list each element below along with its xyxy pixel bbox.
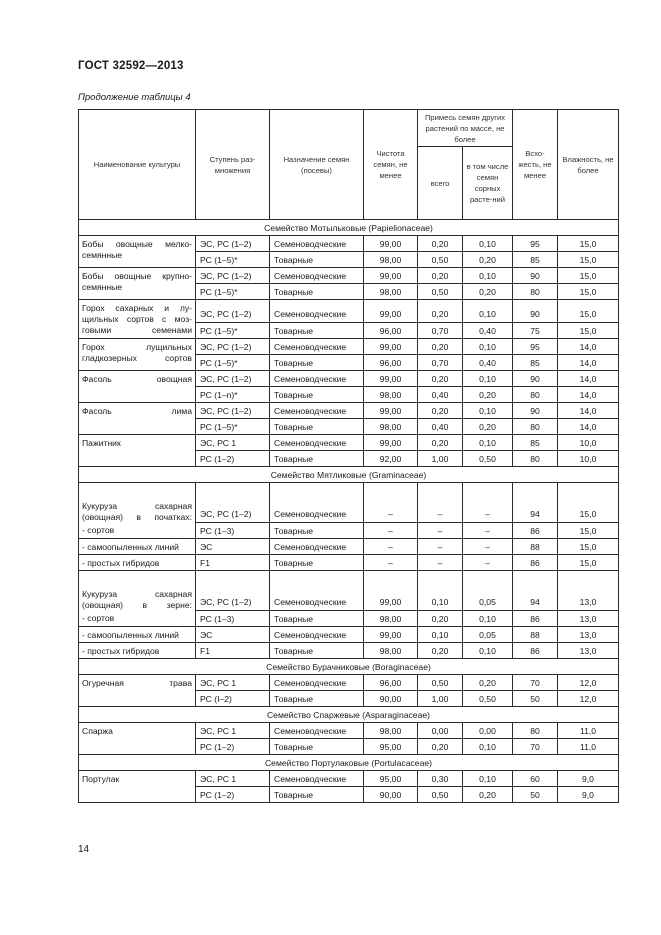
- cell-purity: 99,00: [364, 403, 418, 419]
- cell-admixture-weeds: 0,20: [463, 787, 513, 803]
- cell-admixture-weeds: 0,10: [463, 300, 513, 323]
- crop-name: [79, 675, 196, 707]
- cell-stage: F1: [196, 555, 270, 571]
- cell-germination: 90: [513, 300, 558, 323]
- cell-moisture: 13,0: [558, 571, 619, 611]
- cell-purity: 99,00: [364, 371, 418, 387]
- cell-purpose: Товарные: [270, 555, 364, 571]
- cell-admixture-total: 0,00: [418, 723, 463, 739]
- cell-purpose: Семеноводческие: [270, 236, 364, 252]
- cell-purpose: Семеноводческие: [270, 483, 364, 523]
- crop-subgroup-name: - простых гибридов: [82, 558, 160, 568]
- cell-germination: 75: [513, 323, 558, 339]
- cell-admixture-total: 0,50: [418, 252, 463, 268]
- table-row: [79, 371, 619, 387]
- family-heading: Семейство Мотыльковые (Papielionaceae): [79, 220, 619, 236]
- cell-stage: F1: [196, 643, 270, 659]
- cell-purpose: Товарные: [270, 611, 364, 627]
- table-row: [79, 659, 619, 675]
- cell-stage: ЭС, РС (1–2): [196, 300, 270, 323]
- cell-admixture-weeds: 0,10: [463, 611, 513, 627]
- crop-subgroup-name: - самоопыленных линий: [82, 542, 179, 552]
- cell-admixture-weeds: 0,40: [463, 355, 513, 371]
- table-row: [79, 236, 619, 252]
- cell-germination: 50: [513, 691, 558, 707]
- family-heading: Семейство Портулаковые (Portulacaceae): [79, 755, 619, 771]
- cell-germination: 80: [513, 284, 558, 300]
- cell-moisture: 13,0: [558, 627, 619, 643]
- cell-admixture-weeds: 0,20: [463, 419, 513, 435]
- crop-name-text: Бобы овощные мелко-семянные: [82, 239, 192, 260]
- cell-purity: 96,00: [364, 675, 418, 691]
- cell-admixture-total: 0,20: [418, 236, 463, 252]
- cell-moisture: 15,0: [558, 268, 619, 284]
- crop-name: [79, 571, 196, 627]
- header-seed-purpose: Назначение семян (посевы): [270, 110, 364, 220]
- cell-germination: 50: [513, 787, 558, 803]
- cell-moisture: 12,0: [558, 691, 619, 707]
- cell-purpose: Товарные: [270, 284, 364, 300]
- header-admixture-total: всего: [418, 147, 463, 220]
- cell-admixture-total: 0,40: [418, 387, 463, 403]
- cell-moisture: 13,0: [558, 611, 619, 627]
- cell-admixture-weeds: 0,10: [463, 371, 513, 387]
- crop-name-text: Спаржа: [82, 726, 113, 736]
- cell-purity: –: [364, 539, 418, 555]
- cell-moisture: 15,0: [558, 236, 619, 252]
- cell-germination: 94: [513, 571, 558, 611]
- cell-moisture: 14,0: [558, 371, 619, 387]
- cell-admixture-total: 0,20: [418, 339, 463, 355]
- table-row: [79, 723, 619, 739]
- crop-name-text: Пажитник: [82, 438, 121, 448]
- cell-admixture-total: 0,20: [418, 371, 463, 387]
- document-title: ГОСТ 32592—2013: [78, 60, 184, 72]
- header-admixture-weeds: в том числе семян сорных расте-ний: [463, 147, 513, 220]
- cell-purpose: Семеноводческие: [270, 371, 364, 387]
- crop-name-text: Бобы овощные крупно-семянные: [82, 271, 192, 292]
- crop-name: [79, 539, 196, 555]
- table-row: [79, 300, 619, 323]
- cell-moisture: 11,0: [558, 739, 619, 755]
- cell-purity: 96,00: [364, 355, 418, 371]
- table-row: [79, 755, 619, 771]
- cell-admixture-weeds: 0,10: [463, 643, 513, 659]
- crop-name: [79, 371, 196, 403]
- table-row: [79, 539, 619, 555]
- cell-moisture: 9,0: [558, 771, 619, 787]
- cell-moisture: 15,0: [558, 252, 619, 268]
- cell-purpose: Семеноводческие: [270, 675, 364, 691]
- cell-admixture-weeds: 0,20: [463, 675, 513, 691]
- table-row: [79, 220, 619, 236]
- cell-germination: 88: [513, 627, 558, 643]
- family-heading: Семейство Мятликовые (Graminaceae): [79, 467, 619, 483]
- table-row: [79, 643, 619, 659]
- table-row: [79, 403, 619, 419]
- cell-stage: РС (1–3): [196, 611, 270, 627]
- cell-purity: 98,00: [364, 284, 418, 300]
- crop-subgroup-name: - простых гибридов: [82, 646, 160, 656]
- header-other-seeds-admixture: Примесь семян других растений по массе, не более: [418, 110, 513, 147]
- crop-name: [79, 236, 196, 268]
- cell-germination: 90: [513, 403, 558, 419]
- crop-subgroup-name: - сортов: [82, 613, 115, 623]
- cell-purpose: Семеноводческие: [270, 771, 364, 787]
- page-number: 14: [78, 844, 90, 855]
- cell-moisture: 15,0: [558, 284, 619, 300]
- table-row: [79, 467, 619, 483]
- cell-germination: 86: [513, 523, 558, 539]
- cell-purpose: Семеноводческие: [270, 627, 364, 643]
- cell-admixture-weeds: 0,10: [463, 339, 513, 355]
- cell-moisture: 9,0: [558, 787, 619, 803]
- cell-stage: ЭС, РС (1–2): [196, 339, 270, 355]
- cell-purity: 98,00: [364, 643, 418, 659]
- crop-name: [79, 771, 196, 803]
- family-heading: Семейство Бурачниковые (Boraginaceae): [79, 659, 619, 675]
- cell-admixture-weeds: 0,10: [463, 268, 513, 284]
- header-germination: Всхо-жесть, не менее: [513, 110, 558, 220]
- cell-germination: 70: [513, 739, 558, 755]
- cell-admixture-total: 0,70: [418, 323, 463, 339]
- cell-admixture-weeds: 0,05: [463, 571, 513, 611]
- header-purity: Чистота семян, не менее: [364, 110, 418, 220]
- cell-admixture-weeds: 0,40: [463, 323, 513, 339]
- cell-admixture-total: 0,20: [418, 739, 463, 755]
- header-moisture: Влажность, не более: [558, 110, 619, 220]
- crop-subgroup-name: - самоопыленных линий: [82, 630, 179, 640]
- cell-purpose: Семеноводческие: [270, 339, 364, 355]
- cell-admixture-weeds: –: [463, 483, 513, 523]
- cell-stage: РС (1–5)*: [196, 355, 270, 371]
- cell-germination: 95: [513, 236, 558, 252]
- cell-purity: 90,00: [364, 787, 418, 803]
- cell-admixture-total: 0,20: [418, 268, 463, 284]
- crop-name: [79, 300, 196, 339]
- crop-name-text: Портулак: [82, 774, 120, 784]
- crop-name: [79, 435, 196, 467]
- cell-stage: РС (1–5)*: [196, 252, 270, 268]
- cell-purpose: Семеноводческие: [270, 300, 364, 323]
- header-crop-name: Наименование культуры: [79, 110, 196, 220]
- crop-name-text: Фасоль лима: [82, 406, 192, 416]
- cell-stage: ЭС: [196, 539, 270, 555]
- cell-admixture-weeds: 0,10: [463, 403, 513, 419]
- cell-purity: 99,00: [364, 300, 418, 323]
- table-row: [79, 571, 619, 611]
- cell-admixture-total: 0,20: [418, 643, 463, 659]
- cell-admixture-weeds: 0,50: [463, 691, 513, 707]
- cell-admixture-weeds: 0,10: [463, 771, 513, 787]
- cell-purity: 98,00: [364, 419, 418, 435]
- cell-stage: ЭС, РС 1: [196, 675, 270, 691]
- cell-purpose: Товарные: [270, 643, 364, 659]
- cell-admixture-weeds: 0,05: [463, 627, 513, 643]
- cell-admixture-weeds: –: [463, 523, 513, 539]
- cell-stage: РС (1–2): [196, 787, 270, 803]
- cell-germination: 85: [513, 355, 558, 371]
- cell-admixture-weeds: 0,50: [463, 451, 513, 467]
- header-reproduction-stage: Ступень раз-множения: [196, 110, 270, 220]
- cell-moisture: 15,0: [558, 555, 619, 571]
- cell-germination: 90: [513, 268, 558, 284]
- cell-purpose: Семеноводческие: [270, 268, 364, 284]
- cell-admixture-total: 0,50: [418, 284, 463, 300]
- cell-stage: РС (1–2): [196, 739, 270, 755]
- cell-germination: 86: [513, 643, 558, 659]
- cell-admixture-weeds: –: [463, 555, 513, 571]
- cell-purpose: Товарные: [270, 787, 364, 803]
- cell-purpose: Товарные: [270, 451, 364, 467]
- cell-moisture: 15,0: [558, 300, 619, 323]
- cell-germination: 90: [513, 371, 558, 387]
- cell-purity: 99,00: [364, 268, 418, 284]
- cell-moisture: 10,0: [558, 435, 619, 451]
- cell-admixture-weeds: –: [463, 539, 513, 555]
- cell-stage: ЭС, РС (1–2): [196, 268, 270, 284]
- cell-stage: ЭС, РС (1–2): [196, 571, 270, 611]
- cell-stage: ЭС, РС 1: [196, 435, 270, 451]
- crop-name: [79, 555, 196, 571]
- cell-germination: 86: [513, 555, 558, 571]
- cell-moisture: 12,0: [558, 675, 619, 691]
- cell-purity: 99,00: [364, 627, 418, 643]
- cell-purity: –: [364, 523, 418, 539]
- cell-stage: ЭС, РС 1: [196, 771, 270, 787]
- cell-admixture-weeds: 0,20: [463, 284, 513, 300]
- cell-germination: 85: [513, 435, 558, 451]
- cell-admixture-total: –: [418, 483, 463, 523]
- cell-admixture-total: 0,70: [418, 355, 463, 371]
- cell-purity: 99,00: [364, 435, 418, 451]
- cell-admixture-total: –: [418, 539, 463, 555]
- table-row: [79, 483, 619, 523]
- cell-moisture: 15,0: [558, 323, 619, 339]
- cell-germination: 86: [513, 611, 558, 627]
- table-row: [79, 339, 619, 355]
- cell-stage: ЭС: [196, 627, 270, 643]
- cell-germination: 70: [513, 675, 558, 691]
- cell-purpose: Товарные: [270, 355, 364, 371]
- cell-admixture-weeds: 0,10: [463, 236, 513, 252]
- crop-subgroup-name: - сортов: [82, 525, 115, 535]
- cell-admixture-total: 0,10: [418, 627, 463, 643]
- cell-purity: 98,00: [364, 723, 418, 739]
- cell-purpose: Товарные: [270, 252, 364, 268]
- cell-admixture-total: 0,50: [418, 675, 463, 691]
- cell-purity: 90,00: [364, 691, 418, 707]
- cell-stage: ЭС, РС (1–2): [196, 403, 270, 419]
- cell-purity: 95,00: [364, 739, 418, 755]
- cell-germination: 80: [513, 723, 558, 739]
- crop-name: [79, 643, 196, 659]
- table-row: [79, 771, 619, 787]
- cell-moisture: 14,0: [558, 419, 619, 435]
- crop-name: [79, 403, 196, 435]
- cell-admixture-total: 0,50: [418, 787, 463, 803]
- cell-germination: 95: [513, 339, 558, 355]
- cell-germination: 80: [513, 451, 558, 467]
- crop-name-text: Горох сахарных и лу-щильных сортов с моз-говыми семенами: [82, 303, 192, 335]
- cell-moisture: 15,0: [558, 483, 619, 523]
- crop-name-text: Горох лущильных гладкозерных сортов: [82, 342, 192, 363]
- cell-purpose: Товарные: [270, 387, 364, 403]
- cell-admixture-total: 0,20: [418, 300, 463, 323]
- cell-stage: РС (1–3): [196, 523, 270, 539]
- cell-germination: 88: [513, 539, 558, 555]
- cell-moisture: 15,0: [558, 523, 619, 539]
- crop-name: [79, 723, 196, 755]
- cell-purity: –: [364, 555, 418, 571]
- crop-name: [79, 268, 196, 300]
- table-body: [79, 220, 619, 803]
- cell-admixture-total: 0,30: [418, 771, 463, 787]
- cell-admixture-weeds: 0,10: [463, 435, 513, 451]
- cell-purpose: Товарные: [270, 691, 364, 707]
- cell-germination: 94: [513, 483, 558, 523]
- crop-name-text: Огуречная трава: [82, 678, 192, 688]
- cell-germination: 60: [513, 771, 558, 787]
- cell-purpose: Товарные: [270, 523, 364, 539]
- cell-germination: 80: [513, 387, 558, 403]
- cell-purpose: Семеноводческие: [270, 539, 364, 555]
- cell-stage: РС (1–n)*: [196, 387, 270, 403]
- cell-admixture-weeds: 0,20: [463, 252, 513, 268]
- cell-admixture-total: 0,10: [418, 571, 463, 611]
- cell-purity: –: [364, 483, 418, 523]
- crop-name: [79, 627, 196, 643]
- cell-purpose: Семеноводческие: [270, 403, 364, 419]
- cell-admixture-total: 0,20: [418, 435, 463, 451]
- table-row: [79, 675, 619, 691]
- crop-group-name: Кукуруза сахарная (овощная) в зерне:: [82, 589, 192, 610]
- crop-name: [79, 483, 196, 539]
- cell-purity: 95,00: [364, 771, 418, 787]
- cell-moisture: 13,0: [558, 643, 619, 659]
- cell-admixture-total: 0,20: [418, 611, 463, 627]
- cell-purpose: Семеноводческие: [270, 571, 364, 611]
- cell-moisture: 14,0: [558, 403, 619, 419]
- cell-purity: 98,00: [364, 387, 418, 403]
- cell-stage: РС (1–5)*: [196, 284, 270, 300]
- family-heading: Семейство Спаржевые (Asparaginaceae): [79, 707, 619, 723]
- table-row: [79, 627, 619, 643]
- cell-moisture: 14,0: [558, 355, 619, 371]
- cell-admixture-total: –: [418, 523, 463, 539]
- cell-stage: ЭС, РС (1–2): [196, 236, 270, 252]
- cell-purpose: Товарные: [270, 323, 364, 339]
- cell-purpose: Семеноводческие: [270, 723, 364, 739]
- table-row: [79, 268, 619, 284]
- cell-moisture: 15,0: [558, 539, 619, 555]
- cell-purpose: Семеноводческие: [270, 435, 364, 451]
- table-row: [79, 555, 619, 571]
- cell-admixture-total: 1,00: [418, 451, 463, 467]
- cell-stage: ЭС, РС (1–2): [196, 483, 270, 523]
- cell-purity: 99,00: [364, 236, 418, 252]
- cell-stage: ЭС, РС (1–2): [196, 371, 270, 387]
- table-continuation-label: Продолжение таблицы 4: [78, 92, 191, 103]
- cell-germination: 80: [513, 419, 558, 435]
- cell-purity: 96,00: [364, 323, 418, 339]
- cell-stage: РС (1–5)*: [196, 419, 270, 435]
- cell-germination: 85: [513, 252, 558, 268]
- cell-admixture-weeds: 0,10: [463, 739, 513, 755]
- cell-admixture-weeds: 0,20: [463, 387, 513, 403]
- crop-group-name: Кукуруза сахарная (овощная) в початках:: [82, 501, 192, 522]
- crop-name-text: Фасоль овощная: [82, 374, 192, 384]
- table-row: [79, 707, 619, 723]
- crop-name: [79, 339, 196, 371]
- cell-purity: 99,00: [364, 571, 418, 611]
- cell-purity: 98,00: [364, 252, 418, 268]
- cell-purity: 98,00: [364, 611, 418, 627]
- cell-admixture-total: 0,40: [418, 419, 463, 435]
- cell-moisture: 11,0: [558, 723, 619, 739]
- cell-admixture-weeds: 0,00: [463, 723, 513, 739]
- cell-admixture-total: –: [418, 555, 463, 571]
- cell-purpose: Товарные: [270, 739, 364, 755]
- cell-stage: РС (I–2): [196, 691, 270, 707]
- cell-admixture-total: 0,20: [418, 403, 463, 419]
- cell-purity: 92,00: [364, 451, 418, 467]
- cell-stage: ЭС, РС 1: [196, 723, 270, 739]
- cell-stage: РС (1–2): [196, 451, 270, 467]
- cell-moisture: 14,0: [558, 339, 619, 355]
- seed-standards-table: [78, 109, 619, 803]
- cell-purpose: Товарные: [270, 419, 364, 435]
- cell-stage: РС (1–5)*: [196, 323, 270, 339]
- table-row: [79, 435, 619, 451]
- cell-moisture: 14,0: [558, 387, 619, 403]
- cell-purity: 99,00: [364, 339, 418, 355]
- cell-moisture: 10,0: [558, 451, 619, 467]
- cell-admixture-total: 1,00: [418, 691, 463, 707]
